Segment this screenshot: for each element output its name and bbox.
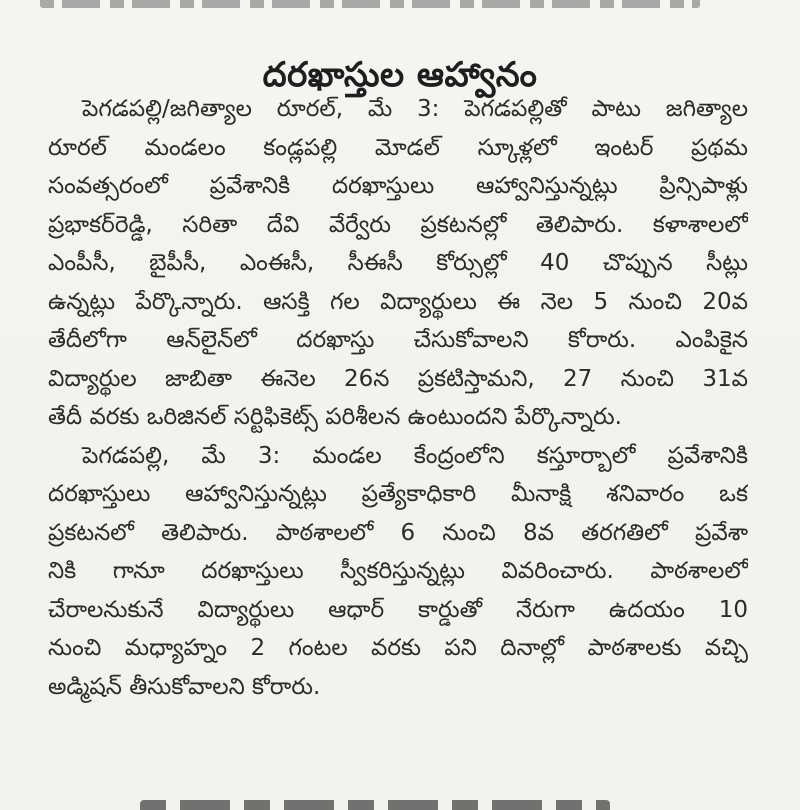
article-headline: దరఖాస్తుల ఆహ్వానం <box>262 54 538 95</box>
article-line: ప్రకటనలో తెలిపారు. పాఠశాలలో 6 నుంచి 8వ తరగతిలో ప్రవేశా <box>48 519 748 546</box>
article-line: సంవత్సరంలో ప్రవేశానికి దరఖాస్తులు ఆహ్వానిస్తున్నట్లు ప్రిన్సిపాళ్లు <box>48 173 748 199</box>
article-line: అడ్మిషన్ తీసుకోవాలని కోరారు. <box>48 673 321 700</box>
cropped-previous-article-text <box>0 0 800 18</box>
article-line: ఉన్నట్లు పేర్కొన్నారు. ఆసక్తి గల విద్యార్థులు ఈ నెల 5 నుంచి 20వ <box>48 288 748 315</box>
article-line: విద్యార్థుల జాబితా ఈనెల 26న ప్రకటిస్తామని, 27 నుంచి 31వ <box>48 365 748 392</box>
cropped-text-fragment <box>40 0 700 8</box>
article-line: నికి గానూ దరఖాస్తులు స్వీకరిస్తున్నట్లు వివరించారు. పాఠశాలలో <box>48 558 748 584</box>
article-body <box>48 90 748 706</box>
article-line: దరఖాస్తులు ఆహ్వానిస్తున్నట్లు ప్రత్యేకాధికారి మీనాక్షి శనివారం ఒక <box>48 481 748 507</box>
article-line: చేరాలనుకునే విద్యార్థులు ఆధార్ కార్డుతో నేరుగా ఉదయం 10 <box>48 596 748 623</box>
article-line: రూరల్ మండలం కండ్లపల్లి మోడల్ స్కూళ్లలో ఇంటర్ ప్రథమ <box>48 134 748 161</box>
cropped-next-headline <box>0 788 800 810</box>
article-line: పెగడపల్లి/జగిత్యాల రూరల్, మే 3: పెగడపల్లితో పాటు జగిత్యాల <box>82 96 748 122</box>
article-paragraph-1 <box>48 90 748 437</box>
article-line: నుంచి మధ్యాహ్నం 2 గంటల వరకు పని దినాల్లో పాఠశాలకు వచ్చి <box>48 635 748 661</box>
article-line: ప్రభాకర్‌రెడ్డి, సరితా దేవి వేర్వేరు ప్రకటనల్లో తెలిపారు. కళాశాలలో <box>48 211 748 238</box>
article-line: ఎంపీసీ, బైపీసీ, ఎంఈసీ, సీఈసీ కోర్సుల్లో 40 చొప్పున సీట్లు <box>48 250 748 276</box>
article-line: తేదీ వరకు ఒరిజినల్ సర్టిఫికెట్స్ పరిశీలన ఉంటుందని పేర్కొన్నారు. <box>48 404 622 430</box>
article-line: తేదీలోగా ఆన్‌లైన్‌లో దరఖాస్తు చేసుకోవాలని కోరారు. ఎంపికైన <box>48 327 748 353</box>
article-paragraph-2 <box>48 437 748 707</box>
cropped-text-fragment <box>140 800 610 810</box>
article-line: పెగడపల్లి, మే 3: మండల కేంద్రంలోని కస్తూర్బాలో ప్రవేశానికి <box>82 442 748 469</box>
